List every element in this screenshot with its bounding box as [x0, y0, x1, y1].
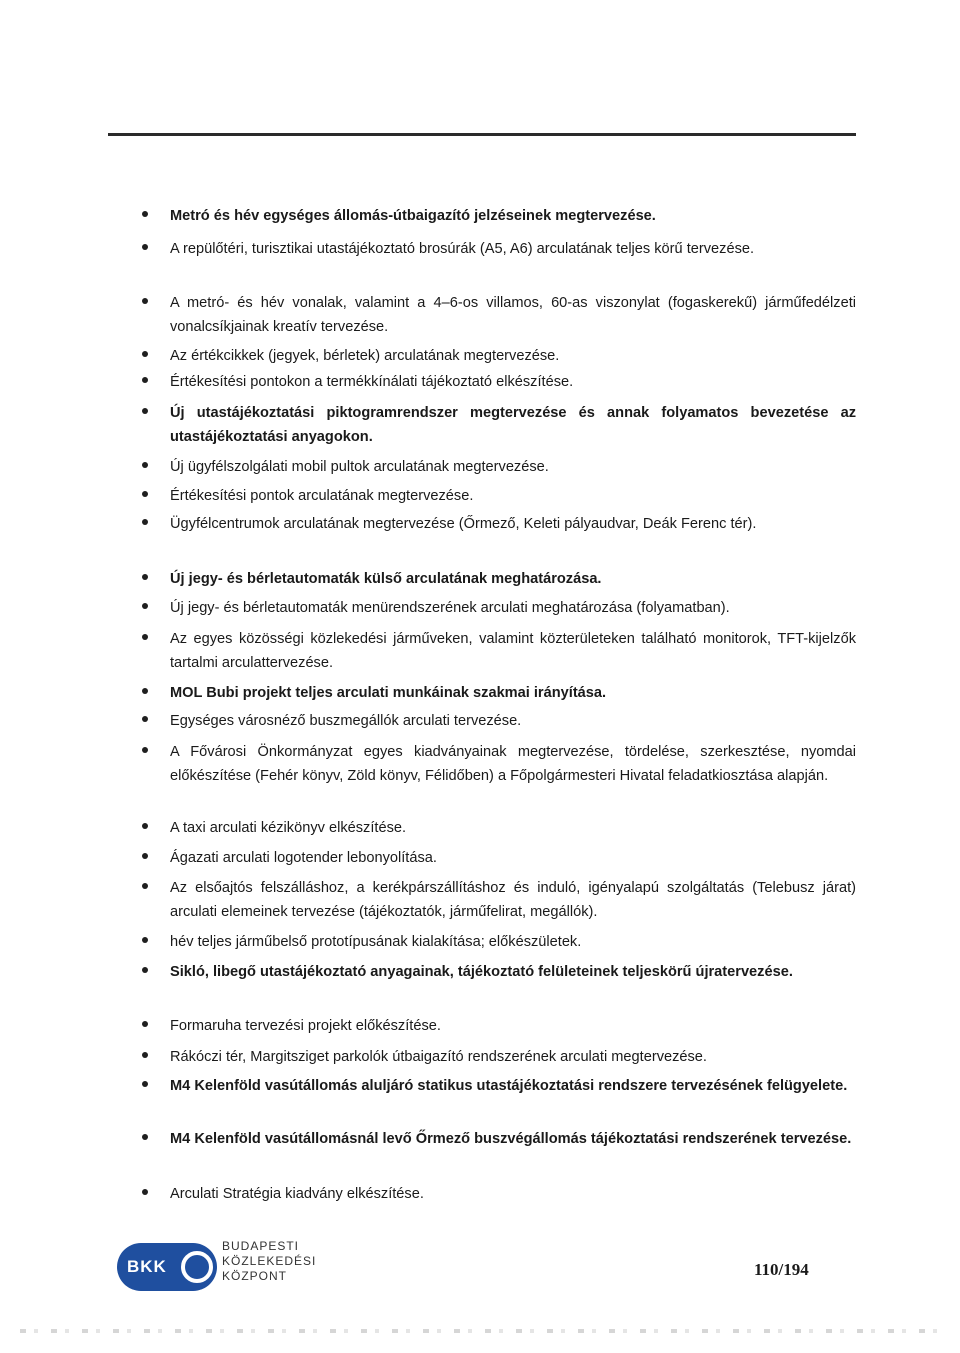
list-item-text: MOL Bubi projekt teljes arculati munkáinak szakmai irányítása. — [170, 685, 607, 701]
bullet-icon — [142, 351, 148, 357]
page-number: 110/194 — [754, 1260, 809, 1279]
list-item-text: Ágazati arculati logotender lebonyolítása. — [170, 850, 437, 866]
bullet-icon — [142, 853, 148, 859]
list-item-text: A metró- és hév vonalak, valamint a 4–6-os villamos, 60-as viszonylat (fogaskerekű) járműfedélzeti vonalcsíkjainak kreatív tervezése. — [170, 295, 856, 335]
list-item-text: Formaruha tervezési projekt előkészítése. — [170, 1018, 441, 1034]
bullet-icon — [142, 823, 148, 829]
list-item-text: Arculati Stratégia kiadvány elkészítése. — [170, 1186, 424, 1202]
list-item-text: Új jegy- és bérletautomaták menürendszerének arculati meghatározása (folyamatban). — [170, 600, 730, 616]
bullet-icon — [142, 1189, 148, 1195]
bullet-icon — [142, 377, 148, 383]
organization-name — [222, 1239, 316, 1284]
bullet-icon — [142, 603, 148, 609]
bullet-icon — [142, 883, 148, 889]
bullet-icon — [142, 1134, 148, 1140]
bullet-icon — [142, 519, 148, 525]
logo-circle-icon — [181, 1251, 213, 1283]
bullet-icon — [142, 491, 148, 497]
bkk-logo — [117, 1243, 217, 1291]
bullet-icon — [142, 408, 148, 414]
list-item-text: Metró és hév egységes állomás-útbaigazító jelzéseinek megtervezése. — [170, 208, 656, 224]
list-item-text: Új jegy- és bérletautomaták külső arculatának meghatározása. — [170, 571, 602, 587]
list-item-text: Új ügyfélszolgálati mobil pultok arculatának megtervezése. — [170, 459, 549, 475]
bullet-icon — [142, 1081, 148, 1087]
bullet-icon — [142, 298, 148, 304]
list-item-text: M4 Kelenföld vasútállomás aluljáró statikus utastájékoztatási rendszere tervezésének felügyelete. — [170, 1078, 848, 1094]
list-item-text: A repülőtéri, turisztikai utastájékoztató brosúrák (A5, A6) arculatának teljes körű tervezése. — [170, 241, 755, 257]
list-item-text: Új utastájékoztatási piktogramrendszer megtervezése és annak folyamatos bevezetése az utastájékoztatási anyagokon. — [170, 405, 856, 445]
bullet-icon — [142, 1052, 148, 1058]
org-line-3: KÖZPONT — [222, 1269, 288, 1283]
logo-text: BKK — [127, 1257, 167, 1276]
bullet-icon — [142, 462, 148, 468]
bullet-icon — [142, 967, 148, 973]
list-item-text: Rákóczi tér, Margitsziget parkolók útbaigazító rendszerének arculati megtervezése. — [170, 1049, 707, 1065]
list-item-text: Egységes városnéző buszmegállók arculati tervezése. — [170, 713, 522, 729]
list-item-text: M4 Kelenföld vasútállomásnál levő Őrmező buszvégállomás tájékoztatási rendszerének tervezése. — [170, 1131, 852, 1147]
bullet-icon — [142, 634, 148, 640]
bullet-icon — [142, 716, 148, 722]
bullet-icon — [142, 747, 148, 753]
list-item-text: hév teljes járműbelső prototípusának kialakítása; előkészületek. — [170, 934, 582, 950]
list-item-text: Az egyes közösségi közlekedési járműveken, valamint közterületeken található monitorok, TFT-kijelzők tartalmi arculattervezése. — [170, 631, 856, 671]
list-item-text: Az elsőajtós felszálláshoz, a kerékpárszállításhoz és induló, igényalapú szolgáltatás (Telebusz járat) arculati elemeinek tervezése (tájékoztatók, járműfelirat, megállók). — [170, 880, 856, 920]
org-line-1: BUDAPESTI — [222, 1239, 300, 1253]
org-line-2: KÖZLEKEDÉSI — [222, 1254, 317, 1268]
list-item-text: A taxi arculati kézikönyv elkészítése. — [170, 820, 407, 836]
list-item-text: Értékesítési pontokon a termékkínálati tájékoztató elkészítése. — [170, 374, 574, 390]
bullet-icon — [142, 574, 148, 580]
list-item-text: Az értékcikkek (jegyek, bérletek) arculatának megtervezése. — [170, 348, 560, 364]
bullet-icon — [142, 1021, 148, 1027]
list-item-text: Ügyfélcentrumok arculatának megtervezése (Őrmező, Keleti pályaudvar, Deák Ferenc tér). — [170, 516, 757, 532]
bullet-icon — [142, 937, 148, 943]
bullet-icon — [142, 211, 148, 217]
list-item-text: Sikló, libegő utastájékoztató anyagainak, tájékoztató felületeinek teljeskörű újratervezése. — [170, 964, 793, 980]
list-item-text: Értékesítési pontok arculatának megtervezése. — [170, 488, 474, 504]
bullet-icon — [142, 688, 148, 694]
scan-artifact — [20, 1329, 940, 1333]
bullet-icon — [142, 244, 148, 250]
list-item-text: A Fővárosi Önkormányzat egyes kiadványainak megtervezése, tördelése, szerkesztése, nyomdai előkészítése (Fehér könyv, Zöld könyv, Félidőben) a Főpolgármesteri Hivatal feladatkiosztása alapján. — [170, 744, 856, 784]
